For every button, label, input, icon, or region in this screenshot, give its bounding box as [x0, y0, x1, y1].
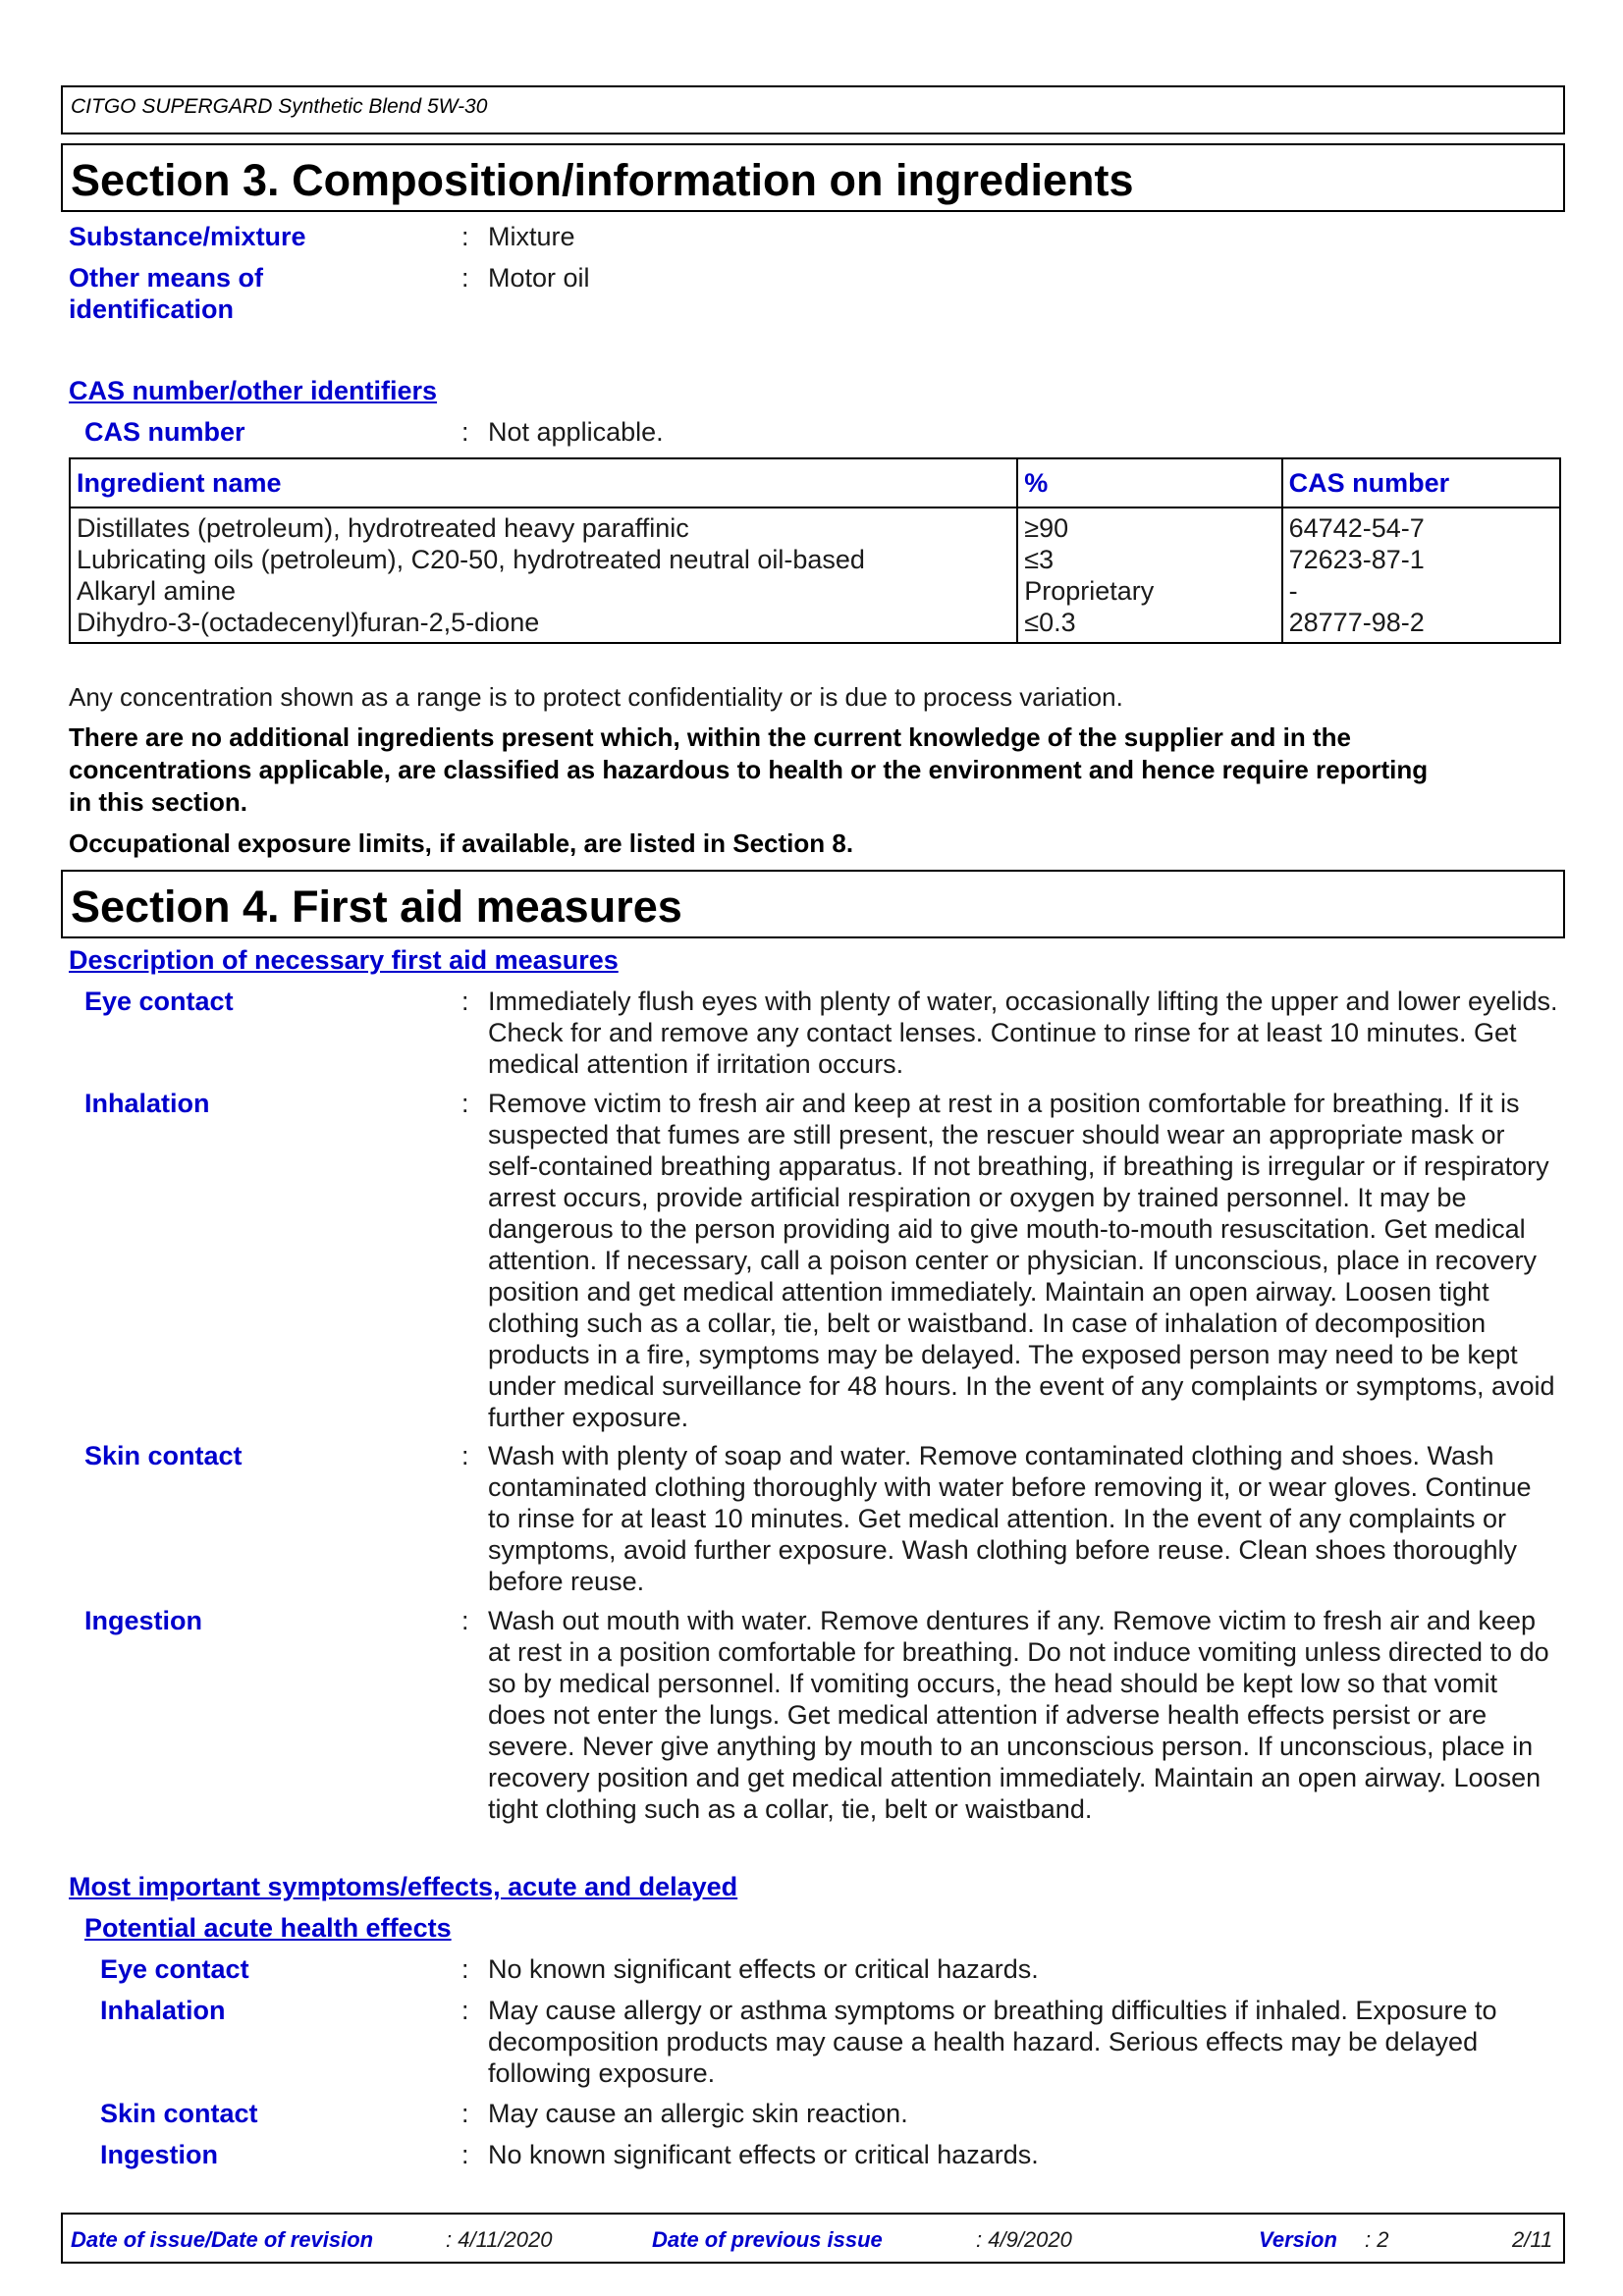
section-4-title: Section 4. First aid measures [71, 881, 682, 932]
colon: : [461, 417, 469, 447]
ingredient-name: Distillates (petroleum), hydrotreated heavy paraffinic [77, 513, 689, 543]
additional-note-line: concentrations applicable, are classified as hazardous to health or the environment and hence require reporting [69, 755, 1429, 784]
ingredient-cas: 64742-54-7 [1288, 513, 1425, 543]
substance-label: Substance/mixture [69, 222, 306, 251]
table-body [70, 507, 1560, 643]
section-3-title: Section 3. Composition/information on ingredients [71, 155, 1134, 205]
ingredient-names-cell [70, 507, 1017, 643]
skin-contact-label: Skin contact [84, 1441, 243, 1470]
ingredient-name: Dihydro-3-(octadecenyl)furan-2,5-dione [77, 608, 540, 637]
ingredient-percent: ≤0.3 [1024, 608, 1076, 637]
other-means-value: Motor oil [488, 263, 590, 293]
ingredient-percent-cell [1017, 507, 1281, 643]
substance-value: Mixture [488, 222, 575, 251]
inhalation-label: Inhalation [84, 1089, 210, 1118]
ingredient-cas: - [1288, 576, 1298, 606]
ingredient-percent: Proprietary [1024, 576, 1155, 606]
other-means-label-line2: identification [69, 294, 234, 324]
page-number: 2/11 [1512, 2227, 1553, 2252]
ingredient-cas-cell [1282, 507, 1560, 643]
colon: : [461, 263, 469, 293]
ingestion-text: Wash out mouth with water. Remove dentures if any. Remove victim to fresh air and keep at rest in a position comfortable for breathing. Do not induce vomiting unless directed to do so by medical personnel. If vomiting occurs, the head should be kept low so that vomit does not enter the lungs. Get medical attention if adverse health effects persist or are severe. Never give anything by mouth to an unconscious person. If unconscious, place in recovery position and get medical attention immediately. Maintain an open airway. Loosen tight clothing such as a collar, tie, belt or waistband. [488, 1606, 1549, 1824]
ingredients-table [69, 457, 1561, 644]
skin-contact-text: Wash with plenty of soap and water. Remove contaminated clothing and shoes. Wash contaminated clothing thoroughly with water before removing it, or wear gloves. Continue to rinse for at least 10 minutes. Get medical attention. In the event of any complaints or symptoms, avoid further exposure. Wash clothing before reuse. Clean shoes thoroughly before reuse. [488, 1441, 1532, 1596]
document-header [61, 85, 1565, 134]
issue-date-value: : 4/11/2020 [446, 2227, 553, 2252]
column-header-ingredient: Ingredient name [70, 458, 1017, 507]
additional-note-line: There are no additional ingredients present which, within the current knowledge of the supplier and in the [69, 722, 1351, 752]
acute-eye-contact-text: No known significant effects or critical hazards. [488, 1954, 1039, 1984]
symptoms-heading: Most important symptoms/effects, acute and delayed [69, 1872, 738, 1901]
version-label: Version [1259, 2227, 1337, 2252]
additional-note-line: in this section. [69, 787, 248, 817]
acute-ingestion-label: Ingestion [100, 2140, 218, 2169]
acute-effects-heading: Potential acute health effects [84, 1913, 452, 1943]
table-header-row [70, 458, 1560, 507]
acute-ingestion-text: No known significant effects or critical hazards. [488, 2140, 1039, 2169]
additional-ingredients-note [69, 721, 1428, 819]
column-header-cas: CAS number [1282, 458, 1560, 507]
acute-inhalation-label: Inhalation [100, 1996, 226, 2025]
section-3-header [61, 143, 1565, 212]
acute-skin-contact-text: May cause an allergic skin reaction. [488, 2099, 908, 2128]
version-value: : 2 [1365, 2227, 1389, 2252]
other-means-label-line1: Other means of [69, 263, 264, 293]
colon: : [461, 222, 469, 251]
inhalation-text: Remove victim to fresh air and keep at rest in a position comfortable for breathing. If it is suspected that fumes are still present, the rescuer should wear an appropriate mask or self-contained breathing apparatus. If not breathing, if breathing is irregular or if respiratory arrest occurs, provide artificial respiration or oxygen by trained personnel. It may be dangerous to the person providing aid to give mouth-to-mouth resuscitation. Get medical attention. If necessary, call a poison center or physician. If unconscious, place in recovery position and get medical attention immediately. Maintain an open airway. Loosen tight clothing such as a collar, tie, belt or waistband. In case of inhalation of decomposition products in a fire, symptoms may be delayed. The exposed person may need to be kept under medical surveillance for 48 hours. In the event of any complaints or symptoms, avoid further exposure. [488, 1089, 1555, 1432]
eye-contact-label: Eye contact [84, 987, 234, 1016]
other-means-label [69, 262, 263, 325]
section-4-header [61, 870, 1565, 938]
ingredient-name: Lubricating oils (petroleum), C20-50, hydrotreated neutral oil-based [77, 545, 865, 574]
product-name: CITGO SUPERGARD Synthetic Blend 5W-30 [71, 95, 488, 118]
ingredient-percent: ≤3 [1024, 545, 1055, 574]
issue-date-label: Date of issue/Date of revision [71, 2227, 374, 2252]
acute-inhalation-text: May cause allergy or asthma symptoms or breathing difficulties if inhaled. Exposure to decomposition products may cause a health hazard. Serious effects may be delayed following exposure. [488, 1996, 1497, 2088]
first-aid-description-heading: Description of necessary first aid measures [69, 945, 619, 975]
ingredient-name: Alkaryl amine [77, 576, 237, 606]
previous-issue-value: : 4/9/2020 [976, 2227, 1072, 2252]
range-note: Any concentration shown as a range is to protect confidentiality or is due to process variation. [69, 682, 1123, 712]
colon: : [461, 1606, 469, 1635]
oel-note: Occupational exposure limits, if available, are listed in Section 8. [69, 828, 854, 858]
colon: : [461, 1441, 469, 1470]
cas-number-value: Not applicable. [488, 417, 664, 447]
document-footer [61, 2213, 1565, 2264]
acute-skin-contact-label: Skin contact [100, 2099, 258, 2128]
ingredient-percent: ≥90 [1024, 513, 1069, 543]
colon: : [461, 2099, 469, 2128]
previous-issue-label: Date of previous issue [652, 2227, 883, 2252]
ingestion-label: Ingestion [84, 1606, 202, 1635]
colon: : [461, 2140, 469, 2169]
colon: : [461, 987, 469, 1016]
cas-number-label: CAS number [84, 417, 245, 447]
colon: : [461, 1954, 469, 1984]
column-header-percent: % [1017, 458, 1281, 507]
acute-eye-contact-label: Eye contact [100, 1954, 249, 1984]
ingredient-cas: 72623-87-1 [1288, 545, 1425, 574]
ingredient-cas: 28777-98-2 [1288, 608, 1425, 637]
colon: : [461, 1089, 469, 1118]
cas-identifiers-heading: CAS number/other identifiers [69, 376, 438, 405]
colon: : [461, 1996, 469, 2025]
eye-contact-text: Immediately flush eyes with plenty of water, occasionally lifting the upper and lower eyelids. Check for and remove any contact lenses. Continue to rinse for at least 10 minutes. Get medical attention if irritation occurs. [488, 987, 1558, 1079]
